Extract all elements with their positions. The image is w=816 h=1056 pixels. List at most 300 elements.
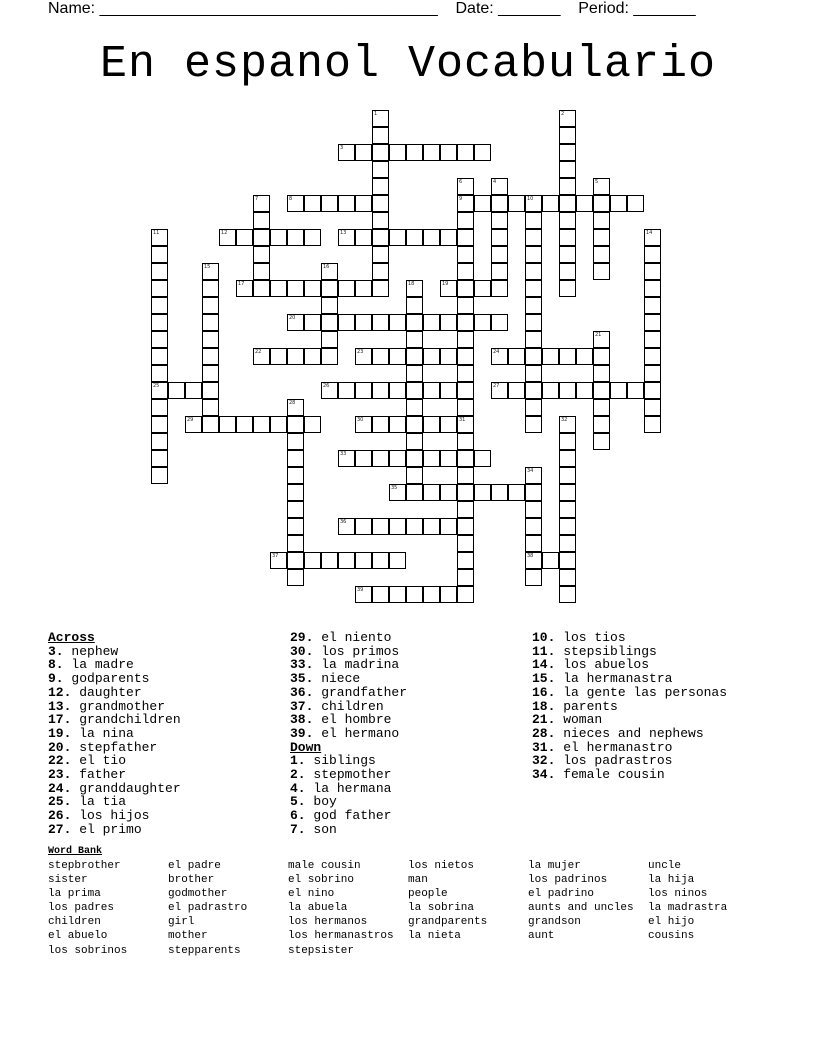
grid-cell[interactable]: [151, 348, 168, 365]
grid-cell[interactable]: [525, 365, 542, 382]
clue-text: female cousin: [555, 767, 665, 783]
grid-cell[interactable]: [440, 484, 457, 501]
clue-text: daughter: [71, 684, 142, 700]
grid-cell[interactable]: [644, 348, 661, 365]
grid-cell[interactable]: [372, 416, 389, 433]
grid-cell[interactable]: [457, 280, 474, 297]
grid-cell[interactable]: [287, 467, 304, 484]
grid-cell[interactable]: [253, 280, 270, 297]
grid-cell[interactable]: [355, 450, 372, 467]
grid-cell[interactable]: [202, 382, 219, 399]
grid-cell[interactable]: [287, 433, 304, 450]
grid-cell[interactable]: [287, 484, 304, 501]
grid-cell[interactable]: [423, 518, 440, 535]
grid-cell[interactable]: [168, 382, 185, 399]
grid-cell[interactable]: [644, 365, 661, 382]
grid-cell[interactable]: [151, 365, 168, 382]
word-bank-item: los sobrinos: [48, 944, 128, 957]
grid-cell[interactable]: [559, 569, 576, 586]
grid-cell[interactable]: [372, 127, 389, 144]
grid-cell[interactable]: [372, 382, 389, 399]
grid-cell[interactable]: [491, 229, 508, 246]
grid-cell[interactable]: [185, 382, 202, 399]
grid-cell[interactable]: [525, 518, 542, 535]
grid-cell[interactable]: [525, 348, 542, 365]
word-bank-column: [288, 859, 394, 958]
grid-cell[interactable]: [372, 280, 389, 297]
grid-cell[interactable]: [389, 416, 406, 433]
grid-cell[interactable]: [372, 263, 389, 280]
name-date-period-line: Name: ______________________________________ Date: _______ Period: _______: [48, 0, 696, 17]
across-clue: [48, 795, 181, 809]
grid-cell[interactable]: [559, 382, 576, 399]
grid-cell[interactable]: [287, 280, 304, 297]
grid-cell[interactable]: [304, 416, 321, 433]
clue-number: 23.: [48, 767, 72, 783]
grid-cell[interactable]: [559, 144, 576, 161]
grid-cell[interactable]: [321, 348, 338, 365]
grid-cell[interactable]: [525, 399, 542, 416]
across-clue: [48, 741, 181, 755]
grid-cell[interactable]: [474, 280, 491, 297]
grid-cell[interactable]: [644, 263, 661, 280]
grid-cell[interactable]: [406, 314, 423, 331]
grid-cell[interactable]: [559, 195, 576, 212]
grid-cell[interactable]: [389, 144, 406, 161]
grid-cell[interactable]: [389, 518, 406, 535]
down-clue: [532, 672, 727, 686]
grid-cell[interactable]: [151, 450, 168, 467]
grid-cell[interactable]: [559, 484, 576, 501]
grid-cell[interactable]: [406, 399, 423, 416]
word-bank-item: la abuela: [288, 902, 348, 915]
grid-cell[interactable]: [491, 484, 508, 501]
grid-cell[interactable]: [389, 586, 406, 603]
grid-cell[interactable]: [440, 348, 457, 365]
grid-cell[interactable]: [457, 399, 474, 416]
grid-cell[interactable]: [253, 229, 270, 246]
clue-number: 35.: [290, 671, 314, 687]
grid-cell[interactable]: [151, 399, 168, 416]
grid-cell[interactable]: [372, 212, 389, 229]
grid-cell[interactable]: [440, 229, 457, 246]
grid-cell[interactable]: [559, 178, 576, 195]
grid-cell[interactable]: [525, 382, 542, 399]
grid-cell[interactable]: [457, 246, 474, 263]
grid-cell[interactable]: [321, 552, 338, 569]
grid-cell[interactable]: [593, 229, 610, 246]
grid-cell[interactable]: [151, 246, 168, 263]
grid-cell[interactable]: [491, 212, 508, 229]
grid-cell[interactable]: [525, 416, 542, 433]
grid-cell[interactable]: [440, 144, 457, 161]
grid-cell[interactable]: [389, 348, 406, 365]
grid-clue-number: 8: [289, 196, 293, 202]
grid-cell[interactable]: [559, 127, 576, 144]
grid-cell[interactable]: [525, 331, 542, 348]
grid-cell[interactable]: [474, 450, 491, 467]
grid-cell[interactable]: [457, 365, 474, 382]
grid-cell[interactable]: [525, 535, 542, 552]
grid-cell[interactable]: [151, 263, 168, 280]
grid-cell[interactable]: [151, 467, 168, 484]
grid-cell[interactable]: [423, 229, 440, 246]
grid-cell[interactable]: [202, 280, 219, 297]
word-bank-item: children: [48, 916, 101, 929]
grid-cell[interactable]: [644, 399, 661, 416]
grid-cell[interactable]: [559, 263, 576, 280]
grid-cell[interactable]: [423, 382, 440, 399]
grid-cell[interactable]: [202, 314, 219, 331]
grid-cell[interactable]: [474, 195, 491, 212]
grid-cell[interactable]: [644, 382, 661, 399]
grid-cell[interactable]: [423, 416, 440, 433]
grid-cell[interactable]: [355, 518, 372, 535]
grid-cell[interactable]: [576, 348, 593, 365]
grid-cell[interactable]: [304, 229, 321, 246]
grid-cell[interactable]: [542, 195, 559, 212]
grid-cell[interactable]: [270, 416, 287, 433]
grid-cell[interactable]: [406, 450, 423, 467]
grid-cell[interactable]: [151, 416, 168, 433]
grid-cell[interactable]: [423, 144, 440, 161]
grid-cell[interactable]: [202, 331, 219, 348]
grid-cell[interactable]: [253, 416, 270, 433]
grid-cell[interactable]: [644, 314, 661, 331]
grid-cell[interactable]: [406, 433, 423, 450]
grid-cell[interactable]: [559, 518, 576, 535]
grid-cell[interactable]: [627, 382, 644, 399]
grid-cell[interactable]: [372, 348, 389, 365]
grid-cell[interactable]: [457, 382, 474, 399]
grid-cell[interactable]: [338, 195, 355, 212]
grid-cell[interactable]: [151, 433, 168, 450]
grid-cell[interactable]: [457, 535, 474, 552]
grid-clue-number: 12: [221, 230, 228, 236]
grid-cell[interactable]: [406, 484, 423, 501]
grid-cell[interactable]: [372, 246, 389, 263]
grid-cell[interactable]: [372, 552, 389, 569]
clue-text: los hijos: [71, 808, 150, 824]
grid-cell[interactable]: [423, 450, 440, 467]
grid-cell[interactable]: [406, 518, 423, 535]
grid-cell[interactable]: [508, 195, 525, 212]
grid-cell[interactable]: [542, 552, 559, 569]
grid-cell[interactable]: [457, 484, 474, 501]
grid-cell[interactable]: [593, 348, 610, 365]
across-clue: [48, 809, 181, 823]
grid-cell[interactable]: [389, 314, 406, 331]
grid-cell[interactable]: [491, 280, 508, 297]
grid-cell[interactable]: [457, 297, 474, 314]
grid-cell[interactable]: [236, 229, 253, 246]
grid-cell[interactable]: [593, 399, 610, 416]
grid-cell[interactable]: [406, 229, 423, 246]
grid-cell[interactable]: [559, 348, 576, 365]
grid-cell[interactable]: [457, 348, 474, 365]
grid-cell[interactable]: [321, 331, 338, 348]
grid-cell[interactable]: [593, 382, 610, 399]
clue-number: 21.: [532, 712, 556, 728]
down-clue: [290, 823, 407, 837]
grid-cell[interactable]: [593, 246, 610, 263]
grid-cell[interactable]: [559, 552, 576, 569]
grid-cell[interactable]: [508, 348, 525, 365]
grid-cell[interactable]: [440, 416, 457, 433]
grid-cell[interactable]: [355, 280, 372, 297]
grid-cell[interactable]: [440, 518, 457, 535]
grid-cell[interactable]: [576, 382, 593, 399]
grid-cell[interactable]: [457, 263, 474, 280]
grid-cell[interactable]: [525, 314, 542, 331]
grid-cell[interactable]: [253, 212, 270, 229]
across-clue: [48, 768, 181, 782]
grid-cell[interactable]: [202, 348, 219, 365]
grid-cell[interactable]: [457, 467, 474, 484]
word-bank-column: [48, 859, 127, 958]
grid-cell[interactable]: [644, 297, 661, 314]
grid-cell[interactable]: [440, 382, 457, 399]
grid-cell[interactable]: [559, 586, 576, 603]
across-clue: [290, 672, 407, 686]
grid-cell[interactable]: [372, 450, 389, 467]
grid-cell[interactable]: [644, 246, 661, 263]
grid-cell[interactable]: [287, 348, 304, 365]
grid-cell[interactable]: [542, 382, 559, 399]
grid-cell[interactable]: [423, 348, 440, 365]
grid-cell[interactable]: [474, 314, 491, 331]
grid-cell[interactable]: [644, 331, 661, 348]
grid-cell[interactable]: [525, 263, 542, 280]
grid-cell[interactable]: [355, 552, 372, 569]
grid-cell[interactable]: [525, 212, 542, 229]
grid-cell[interactable]: [559, 212, 576, 229]
grid-cell[interactable]: [508, 484, 525, 501]
grid-cell[interactable]: [525, 246, 542, 263]
grid-cell[interactable]: [525, 229, 542, 246]
grid-cell[interactable]: [253, 263, 270, 280]
grid-cell[interactable]: [457, 552, 474, 569]
across-list-2: [290, 631, 407, 741]
clue-number: 11.: [532, 643, 556, 659]
grid-cell[interactable]: [202, 399, 219, 416]
word-bank-column: [648, 859, 727, 944]
word-bank-item: mother: [168, 930, 208, 943]
grid-clue-number: 20: [289, 315, 296, 321]
grid-cell[interactable]: [202, 365, 219, 382]
grid-cell[interactable]: [644, 280, 661, 297]
grid-cell[interactable]: [406, 297, 423, 314]
grid-cell[interactable]: [287, 229, 304, 246]
grid-cell[interactable]: [355, 382, 372, 399]
grid-cell[interactable]: [338, 280, 355, 297]
grid-cell[interactable]: [559, 450, 576, 467]
grid-cell[interactable]: [151, 280, 168, 297]
grid-cell[interactable]: [576, 195, 593, 212]
word-bank-column: [528, 859, 634, 944]
grid-clue-number: 4: [493, 179, 497, 185]
grid-cell[interactable]: [338, 382, 355, 399]
word-bank-item: los nietos: [408, 860, 475, 872]
grid-cell[interactable]: [559, 229, 576, 246]
grid-cell[interactable]: [525, 280, 542, 297]
clue-number: 39.: [290, 725, 314, 741]
grid-cell[interactable]: [372, 161, 389, 178]
grid-cell[interactable]: [406, 365, 423, 382]
grid-cell[interactable]: [338, 552, 355, 569]
clue-number: 9.: [48, 671, 64, 687]
grid-cell[interactable]: [440, 314, 457, 331]
grid-cell[interactable]: [525, 569, 542, 586]
grid-cell[interactable]: [457, 450, 474, 467]
clue-text: stepfather: [71, 739, 158, 755]
grid-cell[interactable]: [593, 365, 610, 382]
grid-cell[interactable]: [202, 416, 219, 433]
grid-cell[interactable]: [321, 314, 338, 331]
grid-cell[interactable]: [253, 246, 270, 263]
across-clue: [290, 645, 407, 659]
grid-cell[interactable]: [423, 484, 440, 501]
grid-cell[interactable]: [457, 314, 474, 331]
grid-cell[interactable]: [559, 161, 576, 178]
grid-cell[interactable]: [644, 416, 661, 433]
grid-cell[interactable]: [593, 263, 610, 280]
grid-cell[interactable]: [593, 212, 610, 229]
grid-cell[interactable]: [406, 467, 423, 484]
grid-cell[interactable]: [236, 416, 253, 433]
grid-cell[interactable]: [287, 518, 304, 535]
grid-cell[interactable]: [457, 229, 474, 246]
grid-cell[interactable]: [270, 229, 287, 246]
grid-cell[interactable]: [525, 297, 542, 314]
grid-cell[interactable]: [270, 280, 287, 297]
grid-cell[interactable]: [593, 195, 610, 212]
grid-cell[interactable]: [219, 416, 236, 433]
grid-cell[interactable]: [559, 246, 576, 263]
grid-cell[interactable]: [287, 501, 304, 518]
grid-cell[interactable]: [491, 314, 508, 331]
grid-cell[interactable]: [287, 552, 304, 569]
grid-cell[interactable]: [610, 195, 627, 212]
grid-cell[interactable]: [525, 501, 542, 518]
down-clue: [290, 768, 407, 782]
grid-cell[interactable]: [151, 314, 168, 331]
grid-cell[interactable]: [151, 297, 168, 314]
grid-cell[interactable]: [627, 195, 644, 212]
grid-cell[interactable]: [559, 467, 576, 484]
grid-cell[interactable]: [372, 518, 389, 535]
grid-cell[interactable]: [457, 501, 474, 518]
grid-cell[interactable]: [338, 314, 355, 331]
grid-cell[interactable]: [287, 569, 304, 586]
grid-cell[interactable]: [593, 416, 610, 433]
grid-cell[interactable]: [372, 586, 389, 603]
grid-cell[interactable]: [457, 586, 474, 603]
grid-cell[interactable]: [559, 535, 576, 552]
grid-cell[interactable]: [457, 144, 474, 161]
grid-cell[interactable]: [491, 246, 508, 263]
grid-cell[interactable]: [406, 586, 423, 603]
grid-clue-number: 33: [340, 451, 347, 457]
grid-cell[interactable]: [491, 263, 508, 280]
grid-cell[interactable]: [372, 195, 389, 212]
grid-cell[interactable]: [372, 178, 389, 195]
grid-cell[interactable]: [406, 331, 423, 348]
grid-cell[interactable]: [406, 348, 423, 365]
grid-cell[interactable]: [389, 229, 406, 246]
grid-cell[interactable]: [355, 144, 372, 161]
grid-cell[interactable]: [389, 552, 406, 569]
grid-cell[interactable]: [287, 535, 304, 552]
grid-cell[interactable]: [542, 348, 559, 365]
grid-cell[interactable]: [559, 501, 576, 518]
clue-number: 10.: [532, 630, 556, 645]
grid-cell[interactable]: [372, 229, 389, 246]
grid-cell[interactable]: [423, 314, 440, 331]
grid-cell[interactable]: [304, 314, 321, 331]
grid-cell[interactable]: [423, 586, 440, 603]
grid-cell[interactable]: [321, 280, 338, 297]
grid-clue-number: 36: [340, 519, 347, 525]
grid-cell[interactable]: [270, 348, 287, 365]
grid-cell[interactable]: [457, 569, 474, 586]
grid-cell[interactable]: [389, 450, 406, 467]
grid-cell[interactable]: [372, 144, 389, 161]
grid-cell[interactable]: [355, 195, 372, 212]
grid-cell[interactable]: [202, 297, 219, 314]
grid-cell[interactable]: [151, 331, 168, 348]
clue-number: 15.: [532, 671, 556, 687]
grid-cell[interactable]: [321, 195, 338, 212]
grid-cell[interactable]: [457, 331, 474, 348]
down-clue: [290, 754, 407, 768]
grid-cell[interactable]: [457, 212, 474, 229]
grid-clue-number: 13: [340, 230, 347, 236]
grid-cell[interactable]: [474, 484, 491, 501]
grid-cell[interactable]: [559, 433, 576, 450]
grid-cell[interactable]: [406, 144, 423, 161]
grid-cell[interactable]: [389, 382, 406, 399]
grid-cell[interactable]: [508, 382, 525, 399]
grid-clue-number: 18: [408, 281, 415, 287]
grid-cell[interactable]: [304, 195, 321, 212]
grid-cell[interactable]: [440, 450, 457, 467]
grid-cell[interactable]: [610, 382, 627, 399]
grid-cell[interactable]: [593, 433, 610, 450]
grid-cell[interactable]: [287, 416, 304, 433]
grid-cell[interactable]: [559, 280, 576, 297]
grid-cell[interactable]: [304, 348, 321, 365]
grid-cell[interactable]: [304, 552, 321, 569]
grid-cell[interactable]: [355, 229, 372, 246]
grid-cell[interactable]: [321, 297, 338, 314]
grid-cell[interactable]: [491, 195, 508, 212]
clue-text: son: [305, 821, 337, 837]
grid-cell[interactable]: [287, 450, 304, 467]
grid-cell[interactable]: [406, 382, 423, 399]
clue-text: el niento: [313, 630, 392, 645]
grid-cell[interactable]: [474, 144, 491, 161]
grid-cell[interactable]: [440, 586, 457, 603]
grid-cell[interactable]: [406, 416, 423, 433]
grid-cell[interactable]: [355, 314, 372, 331]
grid-cell[interactable]: [457, 518, 474, 535]
grid-cell[interactable]: [372, 314, 389, 331]
grid-cell[interactable]: [457, 433, 474, 450]
grid-cell[interactable]: [304, 280, 321, 297]
word-bank-item: la madrastra: [648, 902, 728, 915]
grid-cell[interactable]: [525, 484, 542, 501]
